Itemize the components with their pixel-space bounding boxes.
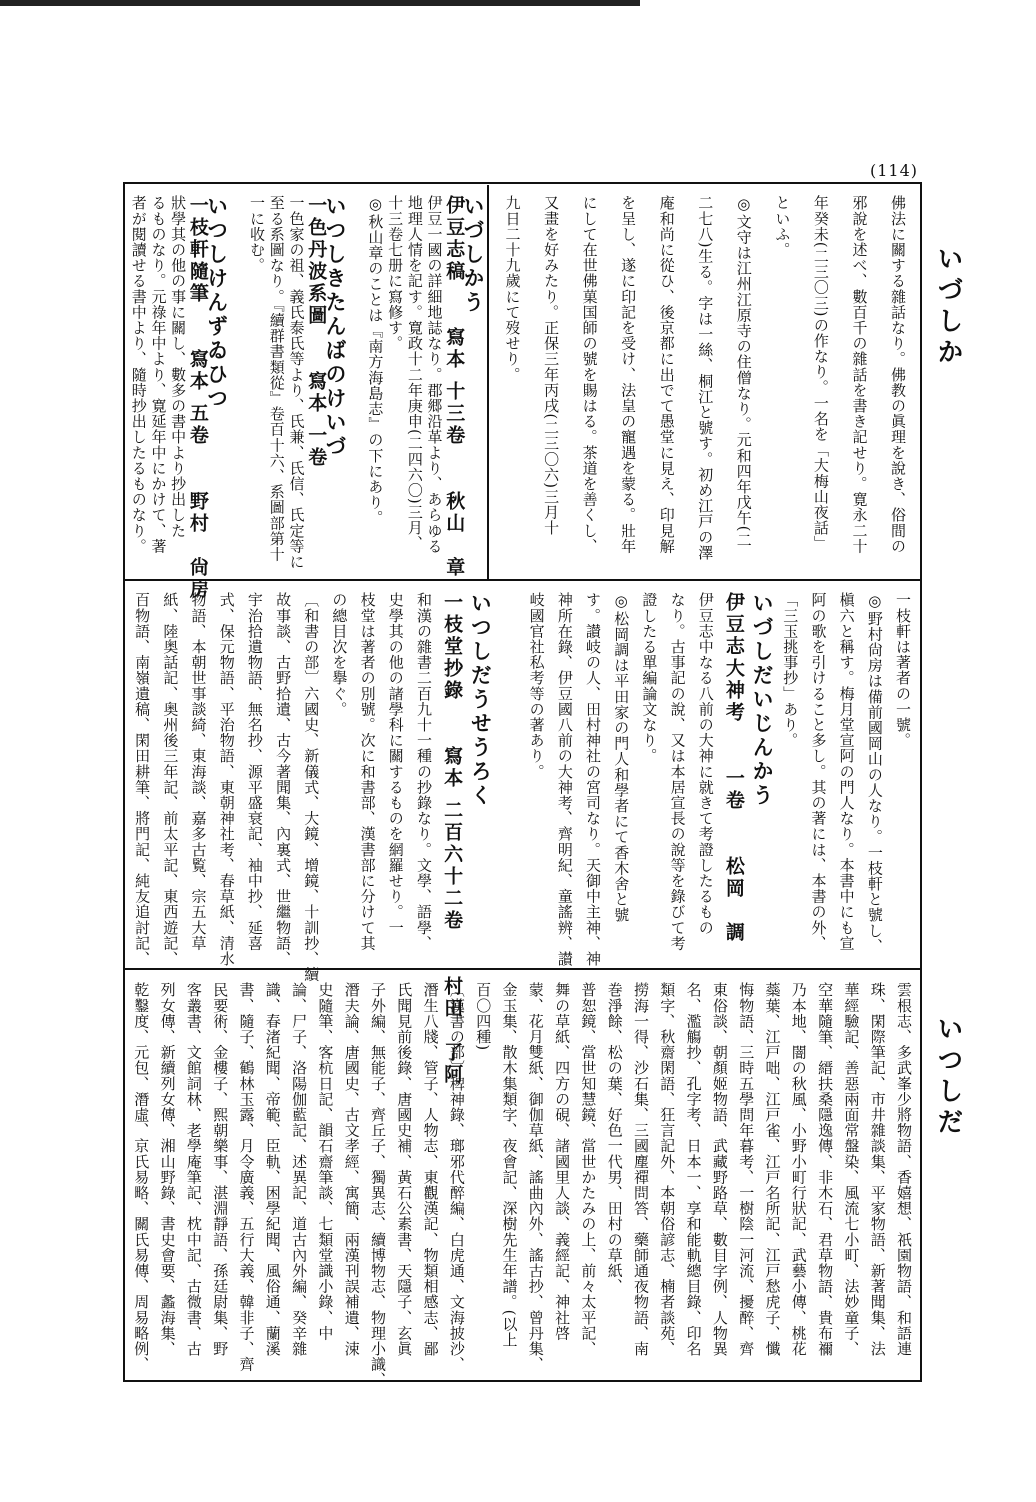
text-column: にして在世佛菓国師の號を賜はる。茶道を善くし、	[580, 195, 599, 554]
entry-reading: いつしきたんばのけいづ	[322, 195, 348, 459]
text-column: 一に收む。	[248, 195, 267, 273]
text-column: 阿の歌を引けること多し。其の著には、本書の外、	[809, 592, 828, 951]
text-column: 一枝軒は著者の一號。	[893, 592, 912, 748]
text-column: 識、春渚紀聞、帝範、臣軌、困學紀聞、風俗通、蘭溪	[263, 982, 282, 1357]
text-column: 潛夫論、唐國史、古文孝經、寓簡、兩漢刊誤補遺、涑	[342, 982, 361, 1357]
text-column: 物語、本朝世事談綺、東海談、嘉多古覧、宗五大草	[189, 592, 208, 951]
text-column: 年癸未(二三〇三)の作なり。一名を「大梅山夜話」	[811, 195, 830, 552]
text-column: 伊豆一國の詳細地誌なり。郡郷沿革より、あらゆる	[425, 195, 444, 554]
text-column: るものなり。元祿年中より、寛延年中にかけて、著	[149, 195, 168, 554]
text-column: 「三玉挑事抄」あり。	[781, 592, 800, 748]
text-column: を呈し、遂に印記を受け、法皇の寵遇を蒙る。壯年	[619, 195, 638, 554]
text-column: 伊豆志中なる八前の大神に就きて考證したるもの	[696, 592, 715, 936]
region-top-right	[493, 195, 917, 573]
text-column: の總目次を擧ぐ。	[330, 592, 349, 717]
text-column: 類字、秋齋閑語、狂言記外、本朝俗諺志、楠者談苑、	[658, 982, 677, 1357]
text-column: 巻淨餘、松の葉、好色一代男、田村の草紙、	[605, 982, 624, 1294]
text-column: 至る系圖なり。『續群書類從』卷百十六、系圖部第十	[267, 195, 286, 562]
entry-reading: いづしだいじんかう	[750, 592, 776, 808]
text-column: 枝堂は著者の別號。次に和書部、漢書部に分けて其	[358, 592, 377, 951]
divider-vertical	[487, 185, 489, 579]
entry-title: 伊豆志大神考 一卷 松岡 調	[722, 592, 745, 944]
entry-title: 一枝軒隨筆 寫本 五卷 野村 尙房	[186, 195, 209, 601]
text-column	[494, 592, 522, 962]
text-column: 乾鑿度、元包、潛虛、京氏易略、關氏易傳、周易略例、	[132, 982, 151, 1372]
text-column: 潛生八牋、管子、人物志、東觀漢記、物類相感志、鄙	[421, 982, 440, 1357]
entry-reading: いつしけんずゐひつ	[204, 195, 230, 411]
text-column: 式、保元物語、平治物語、東朝神社考、春草紙、清水	[217, 592, 236, 967]
text-column: 二七八)生る。字は一絲、桐江と號す。初め江戸の澤	[696, 195, 715, 561]
section-label-bottom: いつしだ	[933, 1015, 963, 1139]
text-column: 蘂葉、江戸咄、江戸雀、江戸名所記、江戸愁虎子、懺	[763, 982, 782, 1357]
entry-title: 伊豆志稿 寫本 十三卷 秋山 章	[443, 195, 466, 579]
text-column: 子外編、無能子、齊丘子、獨異志、續博物志、物理小識、	[368, 982, 387, 1388]
text-column: 百物語、南嶺遺稿、閑田耕筆、將門記、純友追討記、	[133, 592, 152, 967]
text-column: 和漢の雜書二百九十一種の抄錄なり。文學、語學、	[414, 592, 433, 951]
text-column: 十三卷七册に寫修す。	[386, 195, 405, 351]
scan-edge-mark	[0, 0, 640, 6]
text-column: 槇六と稱す。梅月堂宣阿の門人なり。本書中にも宣	[837, 592, 856, 951]
text-column: す。讃岐の人、田村神社の宮司なり。天御中主神、神	[584, 592, 603, 967]
text-column: 神所在錄、伊豆國八前の大神考、齊明紀、童謠辨、讃	[555, 592, 574, 967]
text-column: 東俗談、朝顏姬物語、武藏野路草、數目字例、人物異	[710, 982, 729, 1357]
section-label-top: いづしか	[933, 245, 963, 369]
text-column: 華經驗記、善惡兩面常盤染、風流七小町、法妙童子、	[842, 982, 861, 1357]
text-column: ◎秋山章のことは『南方海島志』の下にあり。	[366, 195, 385, 526]
text-column: 〔和書の部〕六國史、新儀式、大鏡、增鏡、十訓抄、續	[302, 592, 321, 982]
text-column: 紙、陸奥話記、奥州後三年記、前太平記、東西遊記、	[161, 592, 180, 967]
text-column: 蒙、花月雙紙、御伽草紙、謠曲內外、謠古抄、曾丹集、	[526, 982, 545, 1372]
text-column: 九日二十九歲にて歿せり。	[503, 195, 522, 383]
text-column: 雲根志、多武峯少將物語、香嬉想、祇園物語、和語連	[894, 982, 913, 1357]
text-column: 地理人情を記す。寛政十二年庚申(二四六〇)三月、	[405, 195, 424, 552]
region-top-left	[128, 195, 486, 601]
text-column: 撈海一得、沙石集、三國塵禪問答、藥師通夜物語、南	[631, 982, 650, 1357]
text-column: 舞の草紙、四方の硯、諸國里人談、義經記、神社啓	[553, 982, 572, 1341]
entry-title: 一枝堂抄錄 寫本 二百六十二卷 村田 了阿	[441, 592, 464, 1086]
text-column: 論、尸子、洛陽伽藍記、述異記、道古內外編、癸辛雜	[290, 982, 309, 1357]
text-column: 史學其の他の諸學科に關するものを網羅せり。一	[386, 592, 405, 936]
text-column: 〔漢書の部〕稗神錄、瑯邪代醉編、白虎通、文海披沙、	[447, 982, 466, 1372]
text-column: 佛法に關する雜話なり。佛教の眞理を說き、俗間の	[888, 195, 907, 554]
text-column: 普恕鏡、當世知慧鏡、當世かたみの上、前々太平記、	[579, 982, 598, 1357]
text-column: ◎文守は江州江原寺の住僧なり。元和四年戊午(二	[734, 195, 753, 548]
text-column: 珠、閑際筆記、市井雜談集、平家物語、新著聞集、法	[868, 982, 887, 1357]
text-column: 氏聞見前後錄、唐國史補、黃石公素書、天隱子、玄眞	[395, 982, 414, 1357]
entry-reading: いつしだうせうろく	[468, 592, 494, 808]
divider-lower	[123, 968, 922, 970]
text-column: 乃本地、闇の秋風、小野小町行狀記、武藝小傳、桃花	[789, 982, 808, 1357]
region-bottom	[128, 982, 917, 1388]
text-column: 百〇四種)	[474, 982, 493, 1051]
text-column: 故事談、古野拾遺、古今著聞集、內裏式、世繼物語、	[274, 592, 293, 967]
text-column: 名、濫觴抄、孔字考、日本一、享和能軌總目錄、印名	[684, 982, 703, 1357]
text-column: 金玉集、散木集類字、夜會記、深樹先生年譜。(以上	[500, 982, 519, 1348]
text-column: 證したる單編論文なり。	[640, 592, 659, 764]
text-column: 庵和尚に從ひ、後京都に出でて愚堂に見え、印見解	[657, 195, 676, 554]
text-column: なり。古事記の說、又は本居宣長の說等を錄びて考	[668, 592, 687, 951]
text-column: 狀學其の他の事に關し、數多の書中より抄出した	[169, 195, 188, 539]
text-column: 民要術、金樓子、熙朝樂事、湛淵靜語、孫廷尉集、野	[211, 982, 230, 1357]
text-column: 者が閱讀せる書中より、隨時抄出したるものなり。	[129, 195, 148, 554]
text-column: 客叢書、文館詞林、老學庵筆記、枕中記、古微書、古	[184, 982, 203, 1357]
entry-reading: いづしかう	[460, 195, 486, 315]
text-column: 悔物語、三時五學問年暮考、一樹陰一河流、擾醉、齊	[737, 982, 756, 1357]
text-column: ◎松岡調は平田家の門人和學者にて香木舍と號	[612, 592, 631, 923]
divider-upper	[123, 579, 922, 581]
entry-title: 一色丹波系圖 寫本 一卷	[305, 195, 328, 469]
text-column: 宇治拾遺物語、無名抄、源平盛衰記、袖中抄、延喜	[245, 592, 264, 951]
text-column: といふ。	[773, 195, 792, 258]
text-column: 一色家の祖、義氏泰氏等より、氏兼、氏信、氏定等に	[287, 195, 306, 570]
text-column: 又畫を好みたり。正保三年丙戌(二三〇六)三月十	[542, 195, 561, 536]
text-column: 邪說を述べ、數百千の雜話を書き記せり。寛永二十	[850, 195, 869, 554]
text-column: 史隨筆、客杭日記、韻石齋筆談、七類堂識小錄、中	[316, 982, 335, 1341]
page-number: (114)	[869, 161, 918, 180]
text-column: ◎野村尙房は備前國岡山の人なり。一枝軒と號し、	[865, 592, 884, 954]
text-column: 列女傳、新續列女傳、湘山野錄、書史會要、蠡海集、	[158, 982, 177, 1357]
text-column: 書、隨子、鶴林玉露、月令廣義、五行大義、韓非子、齊	[237, 982, 256, 1372]
text-column: 空華隨筆、縉扶桑隱逸傳、非木石、君草物語、貴布禰	[816, 982, 835, 1357]
text-column: 岐國官社私考等の著あり。	[527, 592, 546, 780]
